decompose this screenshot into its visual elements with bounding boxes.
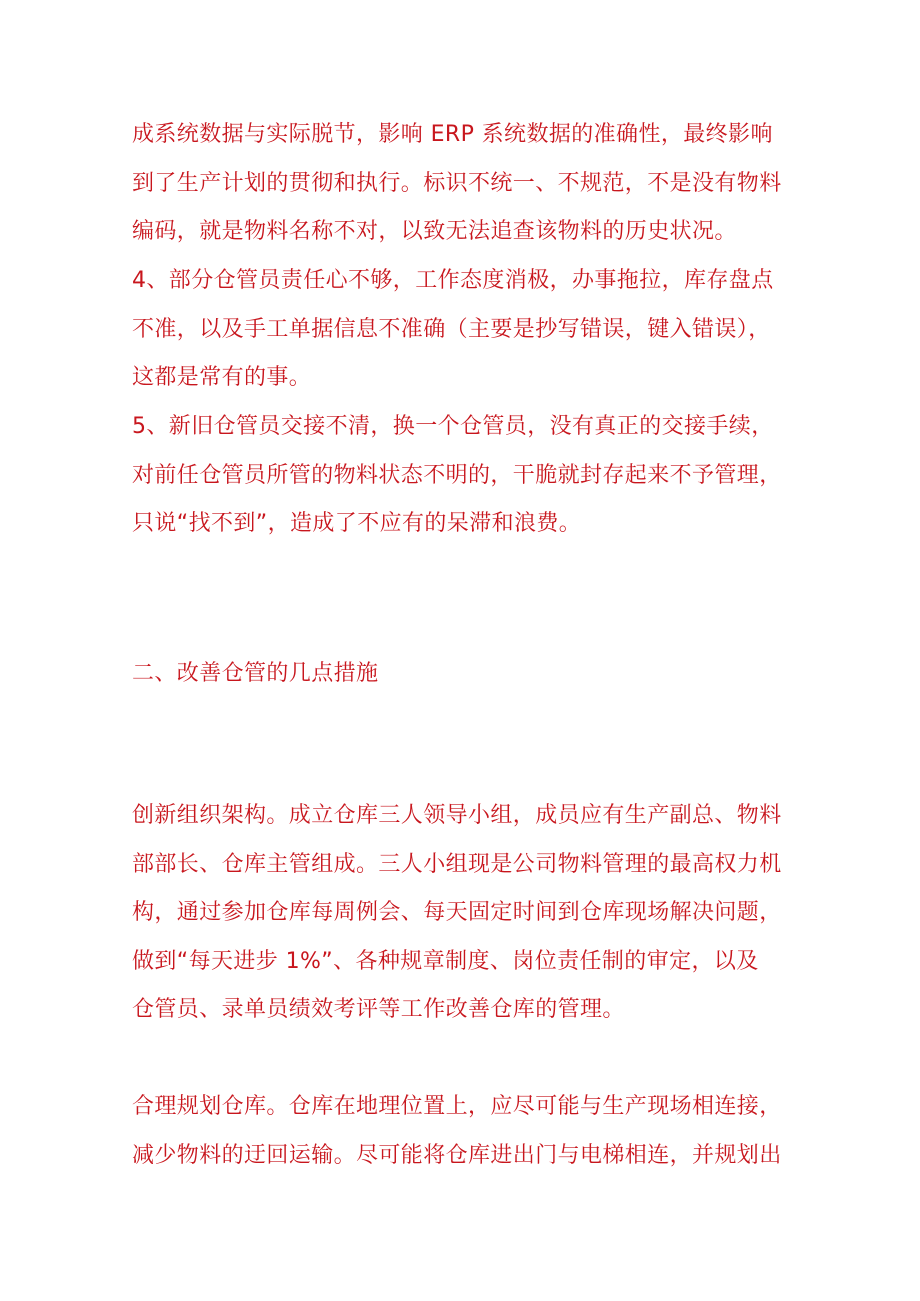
paragraph-line: 4、部分仓管员责任心不够，工作态度消极，办事拖拉，库存盘点 (132, 268, 774, 293)
paragraph-warehouse-planning (132, 1083, 822, 1180)
paragraph-line: 编码，就是物料名称不对，以致无法追查该物料的历史状况。 (132, 219, 737, 244)
section-heading: 二、改善仓管的几点措施 (132, 661, 379, 686)
paragraph-line: 5、新旧仓管员交接不清，换一个仓管员，没有真正的交接手续， (132, 414, 774, 439)
paragraph-line: 到了生产计划的贯彻和执行。标识不统一、不规范，不是没有物料 (132, 170, 782, 196)
paragraph-line: 仓管员、录单员绩效考评等工作改善仓库的管理。 (132, 997, 625, 1022)
paragraph-line: 部部长、仓库主管组成。三人小组现是公司物料管理的最高权力机 (132, 851, 782, 877)
paragraph-item-4 (132, 257, 822, 403)
paragraph-data-issues (132, 111, 822, 257)
paragraph-organization (132, 792, 822, 1035)
paragraph-line: 不准，以及手工单据信息不准确（主要是抄写错误，键入错误）， (132, 316, 771, 342)
paragraph-line: 合理规划仓库。仓库在地理位置上，应尽可能与生产现场相连接， (132, 1094, 782, 1119)
paragraph-line: 做到“每天进步 1%”、各种规章制度、岗位责任制的审定，以及 (132, 948, 759, 974)
paragraph-line: 对前任仓管员所管的物料状态不明的，干脆就封存起来不予管理， (132, 462, 782, 488)
paragraph-item-5 (132, 403, 822, 549)
paragraph-line: 成系统数据与实际脱节，影响 ERP 系统数据的准确性，最终影响 (132, 122, 773, 147)
paragraph-line: 减少物料的迂回运输。尽可能将仓库进出门与电梯相连，并规划出 (132, 1142, 782, 1168)
paragraph-line: 这都是常有的事。 (132, 365, 312, 390)
paragraph-line: 创新组织架构。成立仓库三人领导小组，成员应有生产副总、物料 (132, 803, 782, 828)
paragraph-line: 构，通过参加仓库每周例会、每天固定时间到仓库现场解决问题， (132, 900, 782, 925)
paragraph-line: 只说“找不到”，造成了不应有的呆滞和浪费。 (132, 511, 582, 536)
